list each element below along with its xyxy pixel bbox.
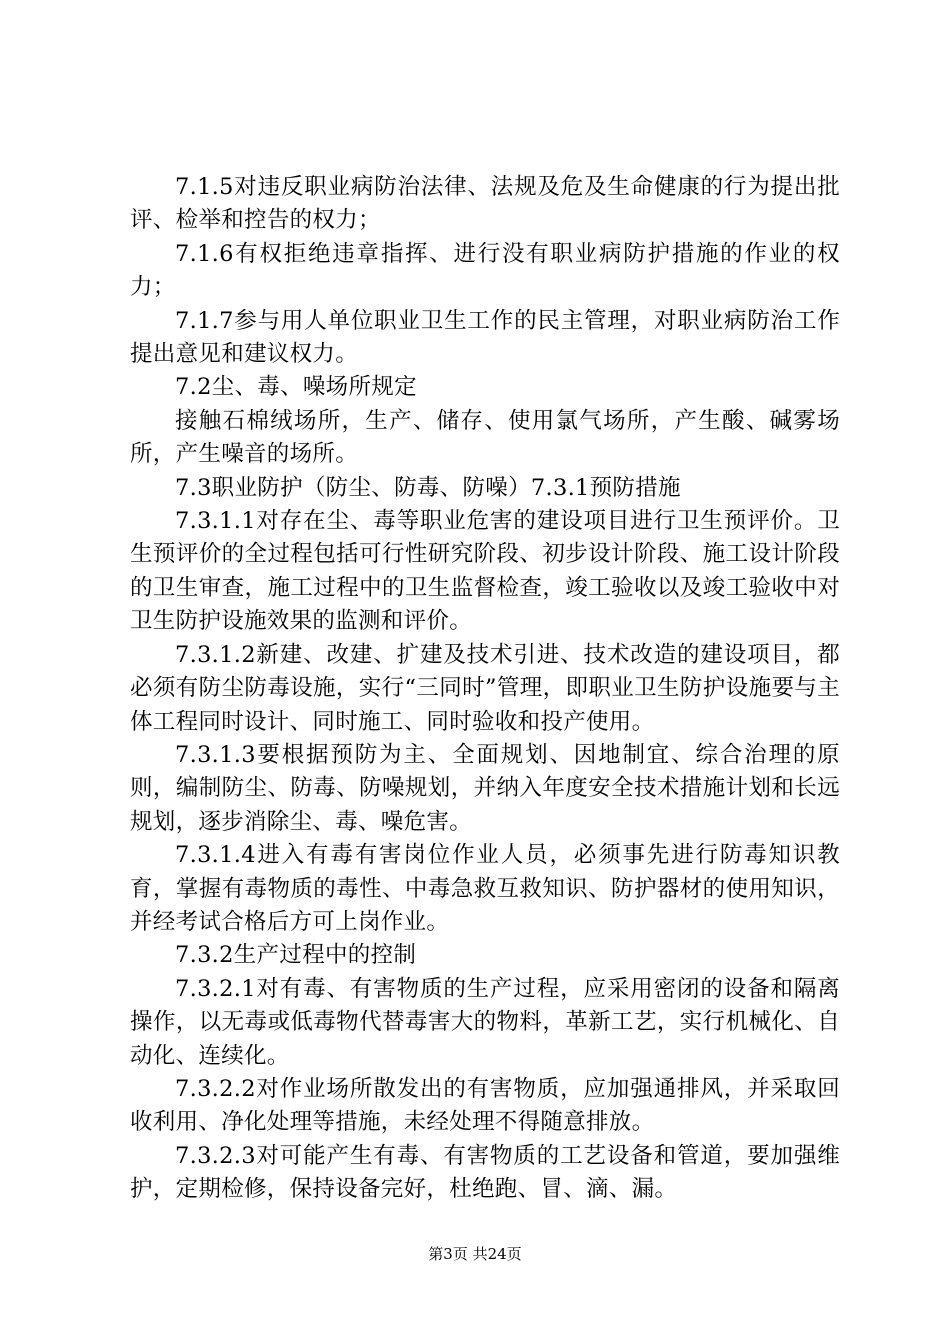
page-footer: [0, 1244, 950, 1264]
paragraph-7-3-1-3: 7.3.1.3要根据预防为主、全面规划、因地制宜、综合治理的原则，编制防尘、防毒、防噪规划，并纳入年度安全技术措施计划和长远规划，逐步消除尘、毒、噪危害。: [130, 741, 840, 835]
paragraph-7-1-7: 7.1.7参与用人单位职业卫生工作的民主管理，对职业病防治工作提出意见和建议权力。: [130, 307, 840, 368]
paragraph-7-3-2-1: 7.3.2.1对有毒、有害物质的生产过程，应采用密闭的设备和隔离操作，以无毒或低毒物代替毒害大的物料，革新工艺，实行机械化、自动化、连续化。: [130, 975, 840, 1069]
paragraph-7-3-2-3: 7.3.2.3对可能产生有毒、有害物质的工艺设备和管道，要加强维护，定期检修，保持设备完好，杜绝跑、冒、滴、漏。: [130, 1142, 840, 1203]
paragraph-7-3-2-2: 7.3.2.2对作业场所散发出的有害物质，应加强通排风，并采取回收利用、净化处理等措施，未经处理不得随意排放。: [130, 1075, 840, 1136]
section-heading-7-2: 7.2尘、毒、噪场所规定: [175, 374, 417, 401]
page-number-indicator: 第3页 共24页: [428, 1245, 522, 1263]
paragraph-7-3-1-2: 7.3.1.2新建、改建、扩建及技术引进、技术改造的建设项目，都必须有防尘防毒设施，实行“三同时”管理，即职业卫生防护设施要与主体工程同时设计、同时施工、同时验收和投产使用。: [130, 641, 840, 735]
paragraph-7-3-1-4: 7.3.1.4进入有毒有害岗位作业人员，必须事先进行防毒知识教育，掌握有毒物质的毒性、中毒急救互救知识、防护器材的使用知识，并经考试合格后方可上岗作业。: [130, 842, 840, 935]
section-heading-7-3: 7.3职业防护（防尘、防毒、防噪）7.3.1预防措施: [175, 474, 681, 501]
paragraph-7-2-body: 接触石棉绒场所，生产、储存、使用氯气场所，产生酸、碱雾场所，产生噪音的场所。: [130, 407, 840, 468]
paragraph-7-1-6: 7.1.6有权拒绝违章指挥、进行没有职业病防护措施的作业的权力；: [130, 240, 840, 301]
paragraph-7-3-1-1: 7.3.1.1对存在尘、毒等职业危害的建设项目进行卫生预评价。卫生预评价的全过程包括可行性研究阶段、初步设计阶段、施工设计阶段的卫生审查，施工过程中的卫生监督检查，竣工验收以及竣工验收中对卫生防护设施效果的监测和评价。: [130, 508, 840, 635]
section-heading-7-3-2: 7.3.2生产过程中的控制: [175, 942, 417, 969]
document-body: [130, 171, 840, 1207]
paragraph-7-1-5: 7.1.5对违反职业病防治法律、法规及危及生命健康的行为提出批评、检举和控告的权力；: [130, 174, 840, 234]
